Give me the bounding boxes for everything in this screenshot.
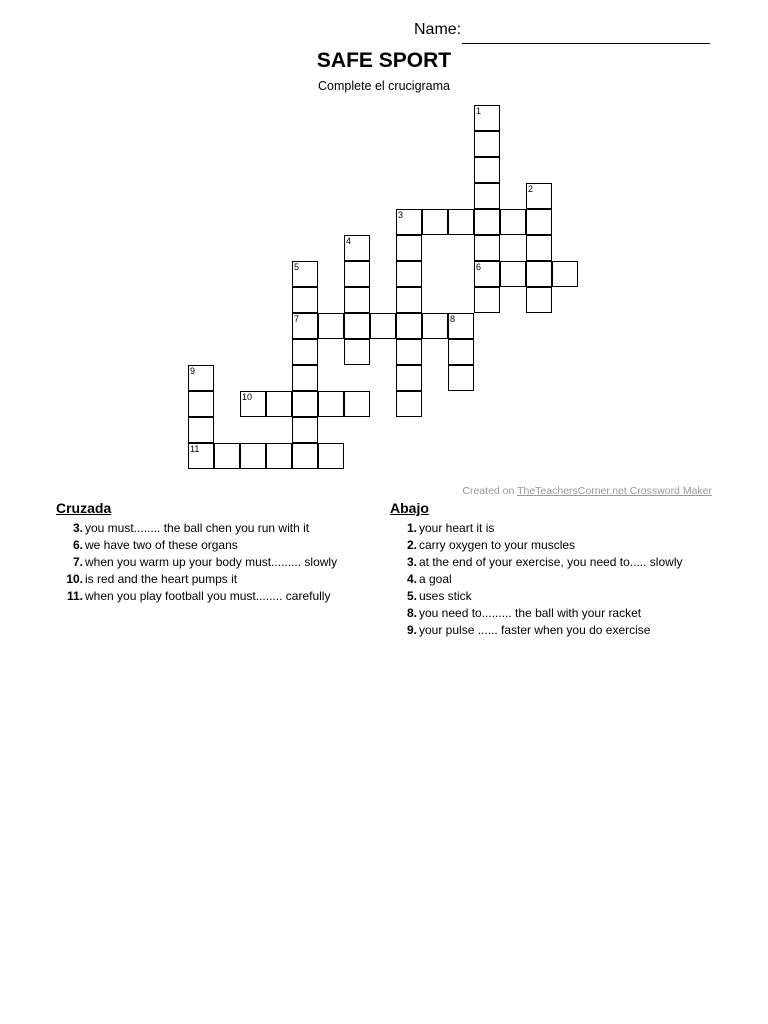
grid-cell[interactable]: [266, 443, 292, 469]
grid-cell[interactable]: [344, 391, 370, 417]
cell-number: 3: [398, 210, 404, 220]
grid-cell[interactable]: [318, 391, 344, 417]
grid-cell[interactable]: [318, 443, 344, 469]
cell-number: 5: [294, 262, 300, 272]
grid-cell[interactable]: [396, 391, 422, 417]
grid-cell[interactable]: [188, 365, 214, 391]
down-heading: Abajo: [390, 500, 429, 516]
grid-cell[interactable]: [526, 183, 552, 209]
grid-cell[interactable]: [344, 313, 370, 339]
grid-cell[interactable]: [344, 261, 370, 287]
cell-number: 7: [294, 314, 300, 324]
cell-number: 1: [476, 106, 482, 116]
grid-cell[interactable]: [292, 417, 318, 443]
grid-cell[interactable]: [422, 313, 448, 339]
crossword-grid: [0, 0, 768, 490]
grid-cell[interactable]: [500, 209, 526, 235]
cell-number: 6: [476, 262, 482, 272]
grid-cell[interactable]: [292, 391, 318, 417]
clue-down-1: 1. your heart it is: [406, 521, 495, 535]
grid-cell[interactable]: [448, 365, 474, 391]
across-clues: [56, 500, 337, 605]
grid-cell[interactable]: [552, 261, 578, 287]
cell-number: 10: [242, 392, 253, 402]
grid-cell[interactable]: [448, 339, 474, 365]
grid-cell[interactable]: [500, 261, 526, 287]
clue-across-11: 11. when you play football you must........ carefully: [66, 589, 331, 603]
grid-cell[interactable]: [396, 209, 422, 235]
cell-number: 9: [190, 366, 196, 376]
clue-down-3: 3. at the end of your exercise, you need to..... slowly: [406, 555, 683, 569]
grid-cell[interactable]: [188, 391, 214, 417]
grid-cell[interactable]: [396, 261, 422, 287]
grid-cell[interactable]: [474, 157, 500, 183]
clue-down-5: 5. uses stick: [406, 589, 472, 603]
clue-across-3: 3. you must........ the ball chen you run with it: [72, 521, 310, 535]
grid-cell[interactable]: [448, 209, 474, 235]
cell-number: 8: [450, 314, 456, 324]
grid-cell[interactable]: [422, 209, 448, 235]
page-subtitle: Complete el crucigrama: [318, 79, 450, 93]
grid-cell[interactable]: [396, 287, 422, 313]
grid-cell[interactable]: [344, 235, 370, 261]
grid-cell[interactable]: [292, 443, 318, 469]
grid-cell[interactable]: [526, 235, 552, 261]
grid-cell[interactable]: [474, 183, 500, 209]
grid-cell[interactable]: [292, 261, 318, 287]
grid-cell[interactable]: [396, 365, 422, 391]
grid-cell[interactable]: [526, 209, 552, 235]
grid-cell[interactable]: [188, 417, 214, 443]
grid-cell[interactable]: [474, 235, 500, 261]
grid-cell[interactable]: [396, 235, 422, 261]
grid-cell[interactable]: [266, 391, 292, 417]
clue-down-4: 4. a goal: [406, 572, 452, 586]
grid-cell[interactable]: [318, 313, 344, 339]
grid-cell[interactable]: [188, 443, 214, 469]
grid-cell[interactable]: [344, 287, 370, 313]
clue-down-9: 9. your pulse ...... faster when you do exercise: [406, 623, 651, 637]
across-heading: Cruzada: [56, 500, 112, 516]
grid-cell[interactable]: [292, 287, 318, 313]
grid-cell[interactable]: [292, 313, 318, 339]
clue-down-8: 8. you need to......... the ball with your racket: [406, 606, 642, 620]
grid-cell[interactable]: [240, 391, 266, 417]
grid-cell[interactable]: [396, 339, 422, 365]
credit-prefix: Created on: [462, 485, 518, 497]
credit-line: [462, 485, 712, 497]
grid-cell[interactable]: [370, 313, 396, 339]
cell-number: 11: [190, 444, 200, 454]
clue-across-7: 7. when you warm up your body must......... slowly: [72, 555, 338, 569]
grid-cell[interactable]: [240, 443, 266, 469]
grid-cell[interactable]: [474, 261, 500, 287]
grid-cell[interactable]: [474, 131, 500, 157]
down-clues: [390, 500, 682, 639]
grid-cell[interactable]: [448, 313, 474, 339]
grid-cell[interactable]: [526, 287, 552, 313]
grid-cell[interactable]: [214, 443, 240, 469]
credit-link[interactable]: TheTeachersCorner.net Crossword Maker: [517, 485, 712, 497]
grid-cell[interactable]: [474, 287, 500, 313]
clue-down-2: 2. carry oxygen to your muscles: [406, 538, 576, 552]
cell-number: 2: [528, 184, 534, 194]
grid-cell[interactable]: [526, 261, 552, 287]
cell-number: 4: [346, 236, 352, 246]
name-label: Name:: [414, 21, 462, 38]
grid-cell[interactable]: [396, 313, 422, 339]
page-title: SAFE SPORT: [316, 49, 452, 72]
clue-across-6: 6. we have two of these organs: [72, 538, 238, 552]
grid-cell[interactable]: [292, 365, 318, 391]
grid-cell[interactable]: [292, 339, 318, 365]
grid-cell[interactable]: [474, 209, 500, 235]
grid-cell[interactable]: [344, 339, 370, 365]
grid-cell[interactable]: [474, 105, 500, 131]
clue-across-10: 10. is red and the heart pumps it: [66, 572, 238, 586]
